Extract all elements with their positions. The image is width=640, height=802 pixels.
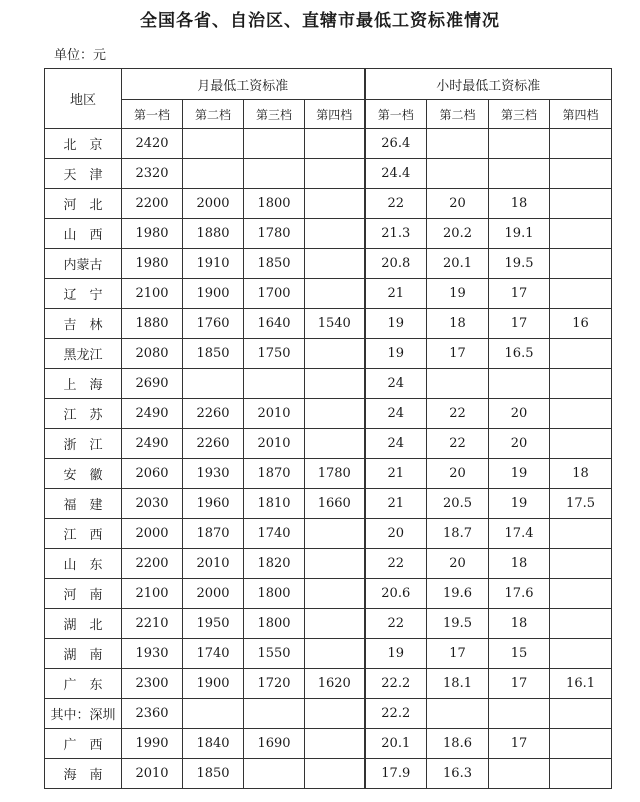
monthly-value-cell	[244, 699, 305, 729]
region-cell: 江 苏	[45, 399, 122, 429]
monthly-value-cell: 2260	[183, 429, 244, 459]
monthly-value-cell	[244, 159, 305, 189]
hourly-value-cell	[427, 699, 489, 729]
hourly-value-cell: 20	[427, 189, 489, 219]
monthly-value-cell: 2000	[183, 579, 244, 609]
monthly-value-cell	[244, 759, 305, 789]
hourly-value-cell: 24	[365, 399, 427, 429]
monthly-header: 月最低工资标准	[122, 69, 365, 100]
hourly-value-cell	[550, 579, 612, 609]
monthly-value-cell: 1720	[244, 669, 305, 699]
hourly-value-cell	[550, 129, 612, 159]
hourly-value-cell: 22	[365, 549, 427, 579]
hourly-value-cell: 15	[489, 639, 550, 669]
hourly-value-cell	[489, 699, 550, 729]
monthly-value-cell	[305, 519, 365, 549]
hourly-value-cell	[427, 159, 489, 189]
monthly-value-cell: 1990	[122, 729, 183, 759]
monthly-value-cell: 2300	[122, 669, 183, 699]
monthly-value-cell: 1740	[244, 519, 305, 549]
region-cell: 浙 江	[45, 429, 122, 459]
region-cell: 福 建	[45, 489, 122, 519]
region-cell: 黑龙江	[45, 339, 122, 369]
hourly-value-cell: 19.1	[489, 219, 550, 249]
hourly-value-cell	[550, 639, 612, 669]
monthly-value-cell: 1780	[244, 219, 305, 249]
monthly-value-cell	[305, 369, 365, 399]
hourly-value-cell: 17.6	[489, 579, 550, 609]
table-row	[45, 459, 612, 489]
monthly-value-cell: 1980	[122, 219, 183, 249]
hourly-value-cell	[550, 279, 612, 309]
region-header: 地区	[45, 69, 122, 129]
monthly-value-cell: 1800	[244, 189, 305, 219]
monthly-value-cell: 1800	[244, 579, 305, 609]
monthly-value-cell	[305, 639, 365, 669]
monthly-value-cell: 1850	[183, 339, 244, 369]
monthly-value-cell	[183, 369, 244, 399]
hourly-value-cell: 21	[365, 489, 427, 519]
monthly-value-cell: 1760	[183, 309, 244, 339]
region-cell: 天 津	[45, 159, 122, 189]
monthly-tier-header: 第二档	[183, 100, 244, 129]
table-row	[45, 699, 612, 729]
monthly-value-cell	[305, 279, 365, 309]
hourly-value-cell	[550, 519, 612, 549]
table-row	[45, 549, 612, 579]
monthly-value-cell: 2010	[244, 399, 305, 429]
table-row	[45, 609, 612, 639]
monthly-value-cell: 1620	[305, 669, 365, 699]
hourly-tier-header: 第二档	[427, 100, 489, 129]
hourly-value-cell: 20	[427, 549, 489, 579]
region-cell: 河 北	[45, 189, 122, 219]
monthly-value-cell: 1880	[122, 309, 183, 339]
hourly-value-cell: 18	[489, 549, 550, 579]
table-row	[45, 519, 612, 549]
hourly-value-cell: 16.1	[550, 669, 612, 699]
region-cell: 河 南	[45, 579, 122, 609]
table-row	[45, 639, 612, 669]
monthly-value-cell: 2000	[183, 189, 244, 219]
monthly-value-cell: 1820	[244, 549, 305, 579]
monthly-value-cell	[305, 759, 365, 789]
hourly-value-cell: 20	[427, 459, 489, 489]
hourly-value-cell: 19	[365, 309, 427, 339]
table-row	[45, 339, 612, 369]
monthly-tier-header: 第四档	[305, 100, 365, 129]
hourly-value-cell	[489, 159, 550, 189]
monthly-value-cell	[305, 549, 365, 579]
monthly-value-cell: 2060	[122, 459, 183, 489]
region-cell: 湖 南	[45, 639, 122, 669]
region-cell: 内蒙古	[45, 249, 122, 279]
monthly-value-cell: 2260	[183, 399, 244, 429]
hourly-value-cell	[550, 159, 612, 189]
hourly-value-cell: 17	[489, 309, 550, 339]
hourly-value-cell	[550, 189, 612, 219]
hourly-value-cell	[489, 129, 550, 159]
monthly-value-cell	[183, 159, 244, 189]
region-cell: 其中：深圳	[45, 699, 122, 729]
table-row	[45, 669, 612, 699]
monthly-value-cell: 2100	[122, 579, 183, 609]
region-cell: 安 徽	[45, 459, 122, 489]
table-row	[45, 249, 612, 279]
monthly-tier-header: 第三档	[244, 100, 305, 129]
monthly-value-cell: 1640	[244, 309, 305, 339]
hourly-value-cell: 19	[365, 339, 427, 369]
monthly-value-cell: 2200	[122, 189, 183, 219]
hourly-value-cell: 20	[489, 429, 550, 459]
table-row	[45, 429, 612, 459]
monthly-value-cell: 2490	[122, 429, 183, 459]
monthly-value-cell	[305, 609, 365, 639]
hourly-value-cell: 17	[489, 669, 550, 699]
hourly-value-cell: 18	[489, 189, 550, 219]
monthly-value-cell: 2420	[122, 129, 183, 159]
table-body	[45, 129, 612, 789]
monthly-value-cell: 1960	[183, 489, 244, 519]
hourly-tier-header: 第三档	[489, 100, 550, 129]
hourly-value-cell	[489, 369, 550, 399]
monthly-value-cell: 1900	[183, 279, 244, 309]
monthly-value-cell: 2690	[122, 369, 183, 399]
hourly-value-cell: 18.1	[427, 669, 489, 699]
monthly-value-cell	[183, 129, 244, 159]
hourly-value-cell	[550, 729, 612, 759]
monthly-value-cell: 2100	[122, 279, 183, 309]
hourly-value-cell: 22	[427, 429, 489, 459]
hourly-value-cell	[550, 219, 612, 249]
table-row	[45, 729, 612, 759]
monthly-value-cell: 1550	[244, 639, 305, 669]
table-row	[45, 309, 612, 339]
monthly-value-cell: 2000	[122, 519, 183, 549]
wage-table	[44, 68, 612, 789]
monthly-value-cell: 2010	[244, 429, 305, 459]
monthly-value-cell: 1930	[183, 459, 244, 489]
monthly-value-cell: 2490	[122, 399, 183, 429]
monthly-value-cell: 1700	[244, 279, 305, 309]
unit-label: 单位：元	[54, 48, 107, 63]
hourly-value-cell: 20.1	[365, 729, 427, 759]
hourly-value-cell: 20.6	[365, 579, 427, 609]
monthly-value-cell: 1880	[183, 219, 244, 249]
region-cell: 吉 林	[45, 309, 122, 339]
hourly-value-cell: 22	[427, 399, 489, 429]
monthly-value-cell	[305, 729, 365, 759]
table-row	[45, 129, 612, 159]
hourly-value-cell	[489, 759, 550, 789]
hourly-value-cell: 26.4	[365, 129, 427, 159]
monthly-value-cell: 2010	[183, 549, 244, 579]
hourly-value-cell: 20.8	[365, 249, 427, 279]
monthly-value-cell	[305, 579, 365, 609]
hourly-value-cell: 20.2	[427, 219, 489, 249]
monthly-value-cell	[305, 399, 365, 429]
hourly-value-cell	[550, 249, 612, 279]
monthly-value-cell	[305, 249, 365, 279]
hourly-value-cell: 18	[489, 609, 550, 639]
monthly-value-cell: 2010	[122, 759, 183, 789]
monthly-value-cell	[305, 699, 365, 729]
table-row	[45, 579, 612, 609]
monthly-value-cell: 2320	[122, 159, 183, 189]
monthly-value-cell: 2030	[122, 489, 183, 519]
table-row	[45, 489, 612, 519]
hourly-tier-header: 第一档	[365, 100, 427, 129]
table-row	[45, 189, 612, 219]
region-cell: 广 西	[45, 729, 122, 759]
hourly-value-cell: 18.7	[427, 519, 489, 549]
hourly-value-cell: 18	[550, 459, 612, 489]
region-cell: 上 海	[45, 369, 122, 399]
hourly-value-cell: 17	[489, 279, 550, 309]
hourly-value-cell: 22	[365, 609, 427, 639]
monthly-value-cell: 1660	[305, 489, 365, 519]
monthly-value-cell: 1540	[305, 309, 365, 339]
hourly-value-cell	[550, 429, 612, 459]
monthly-value-cell: 1870	[244, 459, 305, 489]
monthly-value-cell	[305, 339, 365, 369]
monthly-value-cell	[244, 369, 305, 399]
hourly-value-cell: 19	[489, 489, 550, 519]
region-cell: 山 东	[45, 549, 122, 579]
hourly-value-cell: 22	[365, 189, 427, 219]
region-cell: 湖 北	[45, 609, 122, 639]
table-row	[45, 399, 612, 429]
monthly-value-cell: 1980	[122, 249, 183, 279]
hourly-value-cell	[550, 609, 612, 639]
hourly-value-cell: 17.4	[489, 519, 550, 549]
hourly-value-cell: 16	[550, 309, 612, 339]
monthly-value-cell: 2360	[122, 699, 183, 729]
hourly-value-cell: 21.3	[365, 219, 427, 249]
monthly-value-cell: 1690	[244, 729, 305, 759]
hourly-value-cell	[427, 129, 489, 159]
hourly-value-cell: 20.5	[427, 489, 489, 519]
hourly-value-cell	[550, 699, 612, 729]
hourly-value-cell: 22.2	[365, 699, 427, 729]
hourly-value-cell: 21	[365, 279, 427, 309]
table-row	[45, 159, 612, 189]
monthly-value-cell	[305, 429, 365, 459]
hourly-value-cell	[550, 549, 612, 579]
monthly-value-cell: 1870	[183, 519, 244, 549]
hourly-value-cell: 19.5	[427, 609, 489, 639]
monthly-value-cell: 1750	[244, 339, 305, 369]
hourly-value-cell: 24	[365, 369, 427, 399]
monthly-value-cell: 2210	[122, 609, 183, 639]
page-title: 全国各省、自治区、直辖市最低工资标准情况	[140, 11, 500, 31]
hourly-value-cell: 16.5	[489, 339, 550, 369]
table-row	[45, 369, 612, 399]
monthly-value-cell	[305, 219, 365, 249]
monthly-value-cell: 1950	[183, 609, 244, 639]
monthly-value-cell: 1850	[183, 759, 244, 789]
hourly-value-cell: 19.5	[489, 249, 550, 279]
monthly-value-cell: 2200	[122, 549, 183, 579]
monthly-value-cell: 2080	[122, 339, 183, 369]
region-cell: 广 东	[45, 669, 122, 699]
hourly-tier-header: 第四档	[550, 100, 612, 129]
monthly-value-cell	[244, 129, 305, 159]
monthly-value-cell: 1900	[183, 669, 244, 699]
hourly-value-cell: 24	[365, 429, 427, 459]
hourly-value-cell	[550, 339, 612, 369]
hourly-value-cell	[427, 369, 489, 399]
region-cell: 山 西	[45, 219, 122, 249]
monthly-value-cell	[305, 189, 365, 219]
hourly-value-cell: 18	[427, 309, 489, 339]
hourly-value-cell: 19	[365, 639, 427, 669]
hourly-value-cell: 16.3	[427, 759, 489, 789]
hourly-value-cell: 17.9	[365, 759, 427, 789]
monthly-value-cell: 1740	[183, 639, 244, 669]
hourly-value-cell: 21	[365, 459, 427, 489]
monthly-value-cell: 1800	[244, 609, 305, 639]
monthly-value-cell	[305, 129, 365, 159]
hourly-value-cell: 18.6	[427, 729, 489, 759]
hourly-value-cell: 17	[427, 639, 489, 669]
hourly-value-cell: 24.4	[365, 159, 427, 189]
hourly-value-cell: 17	[489, 729, 550, 759]
hourly-value-cell: 22.2	[365, 669, 427, 699]
table-row	[45, 279, 612, 309]
hourly-value-cell	[550, 399, 612, 429]
monthly-value-cell: 1810	[244, 489, 305, 519]
hourly-value-cell: 20	[489, 399, 550, 429]
hourly-value-cell: 20	[365, 519, 427, 549]
table-row	[45, 219, 612, 249]
monthly-value-cell: 1850	[244, 249, 305, 279]
monthly-value-cell: 1780	[305, 459, 365, 489]
region-cell: 辽 宁	[45, 279, 122, 309]
region-cell: 江 西	[45, 519, 122, 549]
region-cell: 海 南	[45, 759, 122, 789]
monthly-value-cell	[305, 159, 365, 189]
hourly-value-cell: 19	[489, 459, 550, 489]
table-row	[45, 759, 612, 789]
hourly-value-cell	[550, 369, 612, 399]
hourly-header: 小时最低工资标准	[365, 69, 612, 100]
hourly-value-cell: 20.1	[427, 249, 489, 279]
hourly-value-cell	[550, 759, 612, 789]
hourly-value-cell: 17	[427, 339, 489, 369]
monthly-value-cell: 1840	[183, 729, 244, 759]
hourly-value-cell: 17.5	[550, 489, 612, 519]
monthly-value-cell: 1930	[122, 639, 183, 669]
monthly-value-cell: 1910	[183, 249, 244, 279]
monthly-tier-header: 第一档	[122, 100, 183, 129]
hourly-value-cell: 19	[427, 279, 489, 309]
region-cell: 北 京	[45, 129, 122, 159]
hourly-value-cell: 19.6	[427, 579, 489, 609]
monthly-value-cell	[183, 699, 244, 729]
